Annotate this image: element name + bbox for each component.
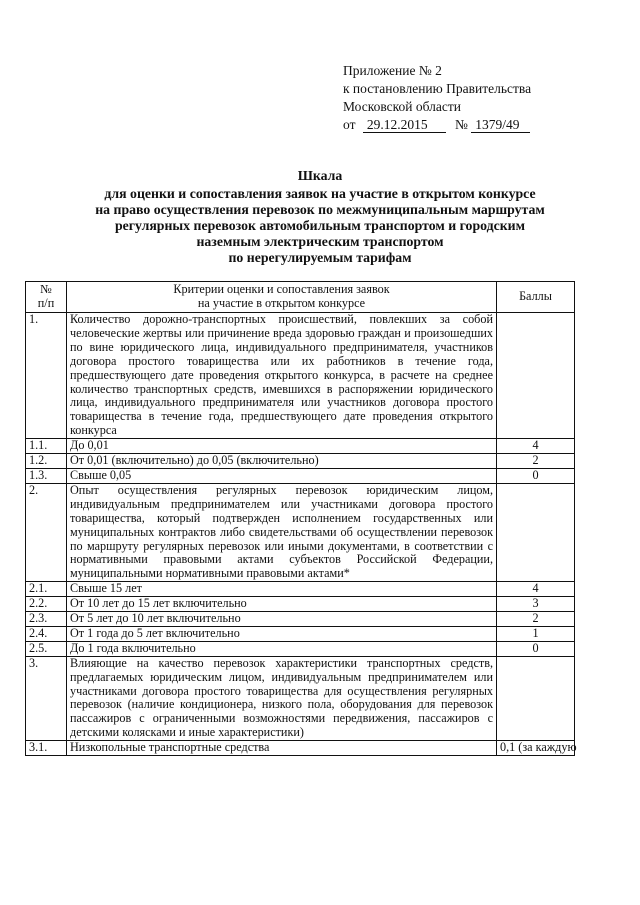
row-number: 1.: [26, 313, 67, 439]
decree-number: 1379/49: [471, 117, 529, 133]
appendix-line-1: Приложение № 2: [343, 63, 442, 78]
criteria-table: [25, 281, 575, 756]
table-row: [26, 313, 575, 439]
table-row: [26, 641, 575, 656]
title-line: по нерегулируемым тарифам: [228, 250, 412, 265]
row-number: 2.5.: [26, 641, 67, 656]
row-criterion: От 5 лет до 10 лет включительно: [67, 612, 497, 627]
number-prefix: №: [454, 117, 468, 132]
appendix-line-2: к постановлению Правительства: [343, 81, 532, 96]
row-points: [497, 656, 575, 740]
row-points: [497, 483, 575, 581]
row-number: 2.4.: [26, 626, 67, 641]
table-row: [26, 454, 575, 469]
row-criterion: Влияющие на качество перевозок характеристики транспортных средств, предлагаемых юридическим лицом, индивидуальным предпринимателем или участниками договора простого товарищества для осуществления регулярных перевозок (наличие кондиционера, низкого пола, оборудования для перевозок пассажиров с ограниченными возможностями передвижения, пассажиров с детскими колясками и иные характеристики): [67, 656, 497, 740]
row-criterion: До 1 года включительно: [67, 641, 497, 656]
row-points: [497, 313, 575, 439]
appendix-date-line: [343, 116, 633, 134]
table-row: [26, 656, 575, 740]
table-row: [26, 468, 575, 483]
row-points: 2: [497, 454, 575, 469]
table-row: [26, 439, 575, 454]
row-points: 0: [497, 641, 575, 656]
row-criterion: Свыше 15 лет: [67, 582, 497, 597]
title-line: на право осуществления перевозок по межмуниципальным маршрутам: [95, 202, 545, 217]
row-points: 2: [497, 612, 575, 627]
header-number-line-2: п/п: [37, 296, 55, 310]
title-line: для оценки и сопоставления заявок на участие в открытом конкурсе: [104, 186, 536, 201]
title-line: регулярных перевозок автомобильным транспортом и городским: [114, 218, 526, 233]
row-points: 3: [497, 597, 575, 612]
row-points: 0: [497, 468, 575, 483]
row-number: 2.2.: [26, 597, 67, 612]
row-criterion: Низкопольные транспортные средства: [67, 741, 497, 756]
title-line: наземным электрическим транспортом: [196, 234, 444, 249]
date-prefix: от: [343, 117, 356, 132]
table-row: [26, 626, 575, 641]
row-number: 1.1.: [26, 439, 67, 454]
row-criterion: Опыт осуществления регулярных перевозок юридическим лицом, индивидуальным предпринимателем или участниками договора простого товарищества, который подтвержден исполнением государственных или муниципальных контрактов либо свидетельствами об осуществлении перевозок по маршруту регулярных перевозок или иными документами, в соответствии с нормативными правовыми актами субъектов Российской Федерации, муниципальными нормативными правовыми актами*: [67, 483, 497, 581]
table-row: [26, 612, 575, 627]
row-number: 2.3.: [26, 612, 67, 627]
table-header-row: [26, 282, 575, 313]
row-criterion: Свыше 0,05: [67, 468, 497, 483]
row-number: 1.2.: [26, 454, 67, 469]
document-title: [20, 168, 620, 266]
title-heading: Шкала: [297, 168, 343, 183]
row-criterion: До 0,01: [67, 439, 497, 454]
header-points: Баллы: [497, 282, 575, 313]
row-points: 4: [497, 439, 575, 454]
row-number: 1.3.: [26, 468, 67, 483]
row-number: 3.1.: [26, 741, 67, 756]
row-number: 2.1.: [26, 582, 67, 597]
table-row: [26, 483, 575, 581]
appendix-line-3: Московской области: [343, 99, 462, 114]
appendix-block: [343, 62, 633, 134]
header-criteria: [67, 282, 497, 313]
row-number: 3.: [26, 656, 67, 740]
header-criteria-line-1: Критерии оценки и сопоставления заявок: [173, 282, 390, 296]
header-criteria-line-2: на участие в открытом конкурсе: [197, 296, 366, 310]
row-points: 4: [497, 582, 575, 597]
header-number-line-1: №: [40, 282, 52, 296]
row-criterion: От 1 года до 5 лет включительно: [67, 626, 497, 641]
row-criterion: От 10 лет до 15 лет включительно: [67, 597, 497, 612]
table-row: [26, 741, 575, 756]
row-points: 1: [497, 626, 575, 641]
row-number: 2.: [26, 483, 67, 581]
header-number: [26, 282, 67, 313]
table-row: [26, 597, 575, 612]
row-criterion: От 0,01 (включительно) до 0,05 (включительно): [67, 454, 497, 469]
decree-date: 29.12.2015: [363, 117, 446, 133]
row-points: 0,1 (за каждую: [497, 741, 575, 756]
row-criterion: Количество дорожно-транспортных происшествий, повлекших за собой человеческие жертвы или причинение вреда здоровью граждан и произошедших по вине юридического лица, индивидуального предпринимателя, участников договора простого товарищества или их работников в течение года, предшествующего дате проведения открытого конкурса, в расчете на среднее количество транспортных средств, имевшихся в распоряжении юридического лица, индивидуального предпринимателя или участников договора простого товарищества в течение года, предшествующего дате проведения открытого конкурса: [67, 313, 497, 439]
table-row: [26, 582, 575, 597]
